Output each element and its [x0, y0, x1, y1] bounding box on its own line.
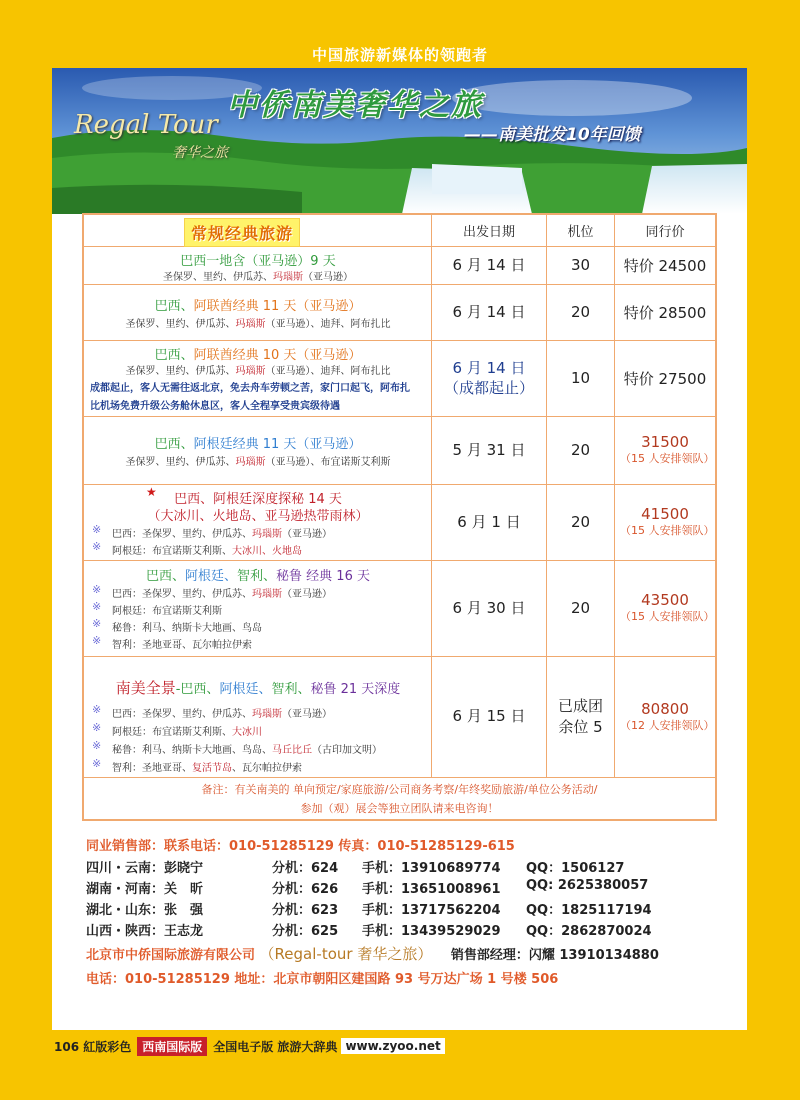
seat-count: 20 — [547, 417, 615, 484]
peer-price: 80800 （12 人安排领队） — [620, 699, 715, 732]
tour-cell — [84, 285, 432, 340]
tour-cell — [84, 341, 432, 416]
contact-row: 湖北・山东：张 强 分机：623 手机：13717562204 QQ：1825117194 — [86, 903, 652, 918]
company-brand: （Regal-tour 奢华之旅） — [259, 945, 433, 963]
contact-section — [86, 835, 746, 939]
table-row — [84, 341, 715, 417]
table-row — [84, 247, 715, 285]
contact-head: 同业销售部：联系电话：010-51285129 传真：010-51285129-615 — [86, 839, 515, 854]
tour-itinerary: 阿根廷：布宜诺斯艾利斯 — [112, 606, 222, 617]
contact-row: 湖南・河南：关 昕 分机：626 手机：13651008961 QQ: 2625380057 — [86, 878, 649, 897]
bullet-icon: ※ — [92, 540, 102, 553]
header-title: 常规经典旅游 — [184, 218, 300, 247]
footer-title: 全国电子版 旅游大辞典 — [213, 1039, 338, 1054]
tour-name-sub: （大冰川、火地岛、亚马逊热带雨林） — [147, 509, 369, 524]
peer-price: 31500 （15 人安排领队） — [620, 433, 715, 466]
tour-name: 巴西、阿根廷深度探秘 14 天 — [174, 492, 342, 507]
tour-itinerary: 圣保罗、里约、伊瓜苏、玛瑙斯（亚马逊）、布宜诺斯艾利斯 — [125, 457, 391, 468]
header-price: 同行价 — [645, 225, 685, 240]
banner-title: 中侨南美奢华之旅 — [227, 88, 483, 123]
bullet-icon: ※ — [92, 703, 102, 716]
page-number: 106 紅版彩色 — [54, 1039, 132, 1054]
table-row — [84, 285, 715, 341]
footer-url[interactable]: www.zyoo.net — [341, 1038, 444, 1054]
table-row — [84, 561, 715, 657]
departure-date: 6 月 14 日 （成都起止） — [432, 341, 547, 416]
peer-price: 43500 （15 人安排领队） — [620, 591, 715, 624]
banner-subtitle: ——南美批发10年回馈 — [464, 125, 641, 145]
tour-note-line2: 比机场免费升级公务舱休息区，客人全程享受贵宾级待遇 — [90, 401, 340, 412]
table-row — [84, 657, 715, 778]
tour-name: 巴西一地含（亚马逊）9 天 — [180, 254, 336, 269]
departure-date: 6 月 1 日 — [432, 485, 547, 560]
table-footnote: 备注：有关南美的 单向预定/家庭旅游/公司商务考察/年终奖励旅游/单位公务活动/ 参加（观）展会等独立团队请来电咨询！ — [201, 783, 598, 815]
departure-date: 6 月 15 日 — [432, 657, 547, 777]
tour-cell — [84, 247, 432, 284]
table-row — [84, 417, 715, 485]
departure-date: 6 月 14 日 — [432, 285, 547, 340]
tour-cell — [84, 561, 432, 656]
company-address: 电话：010-51285129 地址：北京市朝阳区建国路 93 号万达广场 1 号楼 506 — [86, 972, 559, 987]
bullet-icon: ※ — [92, 757, 102, 770]
banner-logo-en: Regal Tour — [74, 110, 218, 140]
seat-count: 20 — [547, 561, 615, 656]
departure-date: 6 月 30 日 — [432, 561, 547, 656]
page-footer — [54, 1036, 445, 1056]
tour-itinerary: 秘鲁：利马、纳斯卡大地画、鸟岛 — [112, 623, 262, 634]
tour-note-line1: 成都起止，客人无需往返北京，免去舟车劳顿之苦，家门口起飞，阿布扎 — [90, 383, 410, 394]
tour-itinerary: 圣保罗、里约、伊瓜苏、玛瑙斯（亚马逊） — [163, 272, 353, 283]
peer-price: 特价 28500 — [623, 304, 707, 322]
departure-date: 6 月 14 日 — [432, 247, 547, 284]
banner-logo-cn: 奢华之旅 — [172, 145, 228, 161]
tour-itinerary: 巴西：圣保罗、里约、伊瓜苏、玛瑙斯（亚马逊） — [112, 589, 332, 600]
tour-itinerary: 阿根廷：布宜诺斯艾利斯、大冰川、火地岛 — [112, 546, 302, 557]
tour-table — [82, 213, 717, 821]
banner — [52, 68, 747, 214]
tour-cell — [84, 657, 432, 777]
tour-itinerary: 智利：圣地亚哥、复活节岛、瓦尔帕拉伊索 — [112, 763, 302, 774]
tour-itinerary: 阿根廷：布宜诺斯艾利斯、大冰川 — [112, 727, 262, 738]
header-date: 出发日期 — [432, 215, 547, 246]
tour-itinerary: 巴西：圣保罗、里约、伊瓜苏、玛瑙斯（亚马逊） — [112, 529, 332, 540]
tour-cell — [84, 485, 432, 560]
tour-name: 巴西、阿联酋经典 10 天（亚马逊） — [154, 348, 362, 363]
tour-itinerary: 巴西：圣保罗、里约、伊瓜苏、玛瑙斯（亚马逊） — [112, 709, 332, 720]
tour-name: 巴西、阿根廷经典 11 天（亚马逊） — [154, 437, 362, 452]
bullet-icon: ※ — [92, 600, 102, 613]
contact-row: 山西・陕西：王志龙 分机：625 手机：13439529029 QQ：2862870024 — [86, 924, 652, 939]
tour-cell — [84, 417, 432, 484]
table-row — [84, 485, 715, 561]
bullet-icon: ※ — [92, 739, 102, 752]
bullet-icon: ※ — [92, 617, 102, 630]
tour-itinerary: 智利：圣地亚哥、瓦尔帕拉伊索 — [112, 640, 252, 651]
peer-price: 特价 24500 — [623, 257, 707, 275]
bullet-icon: ※ — [92, 523, 102, 536]
bullet-icon: ※ — [92, 583, 102, 596]
tour-itinerary: 秘鲁：利马、纳斯卡大地画、鸟岛、马丘比丘（古印加文明） — [112, 745, 382, 756]
company-name: 北京市中侨国际旅游有限公司 — [86, 948, 256, 963]
bullet-icon: ※ — [92, 721, 102, 734]
tour-itinerary: 圣保罗、里约、伊瓜苏、玛瑙斯（亚马逊）、迪拜、阿布扎比 — [125, 319, 391, 330]
tour-name: 南美全景-巴西、阿根廷、智利、秘鲁 21 天深度 — [115, 679, 401, 697]
seat-count: 20 — [547, 485, 615, 560]
top-slogan: 中国旅游新媒体的领跑者 — [311, 46, 488, 64]
header-title-cell — [84, 215, 432, 246]
seat-count: 已成团 余位 5 — [547, 657, 615, 777]
company-line — [86, 943, 659, 964]
sales-manager: 销售部经理：闪耀 13910134880 — [450, 948, 659, 963]
tour-itinerary: 圣保罗、里约、伊瓜苏、玛瑙斯（亚马逊）、迪拜、阿布扎比 — [125, 366, 391, 377]
seat-count: 20 — [547, 285, 615, 340]
tour-name: 巴西、阿根廷、智利、秘鲁 经典 16 天 — [146, 569, 370, 584]
departure-date: 5 月 31 日 — [432, 417, 547, 484]
tour-name: 巴西、阿联酋经典 11 天（亚马逊） — [154, 299, 362, 314]
bullet-icon: ※ — [92, 634, 102, 647]
header-seat: 机位 — [547, 215, 615, 246]
contact-row: 四川・云南：彭晓宁 分机：624 手机：13910689774 QQ：1506127 — [86, 861, 625, 876]
table-header-row — [84, 215, 715, 247]
seat-count: 30 — [547, 247, 615, 284]
seat-count: 10 — [547, 341, 615, 416]
star-icon: ★ — [146, 485, 157, 499]
peer-price: 特价 27500 — [623, 370, 707, 388]
peer-price: 41500 （15 人安排领队） — [620, 505, 715, 538]
edition-tag: 西南国际版 — [137, 1037, 207, 1056]
